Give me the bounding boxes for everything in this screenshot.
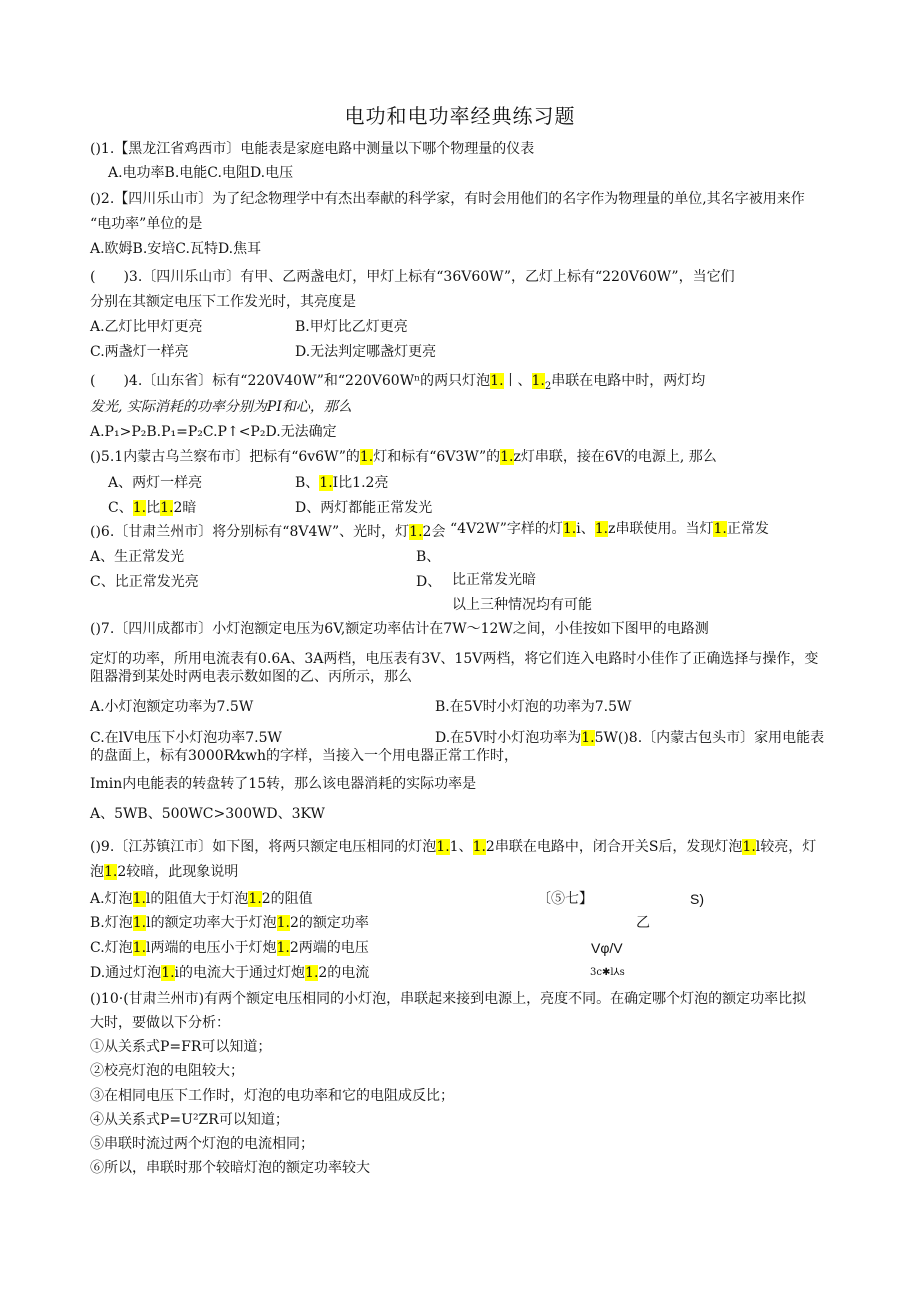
q2-stem-2: “电功率”单位的是 [90, 216, 203, 232]
q1-options: A.电功率B.电能C.电阻D.电压 [108, 165, 294, 181]
q8-options: A、5WB、500WC>300WD、3KW [90, 806, 325, 822]
q9-option-d: D.通过灯泡1.i的电流大于通过灯炮1.2的电流 [90, 965, 370, 981]
highlight: 1. [132, 891, 146, 907]
highlight: 1. [248, 891, 262, 907]
highlight: 1. [500, 449, 514, 465]
q9-figure-label-4: Vφ/V [591, 940, 623, 956]
q7-option-c: C.在lV电压下小灯泡功率7.5W [90, 730, 282, 746]
q6-stem-right: “4V2W”字样的灯1.i、1.z串联使用。当灯1.正常发 [450, 521, 769, 537]
q9-figure-label-2: S) [690, 891, 704, 907]
q5-option-a: A、两灯一样亮 [108, 475, 203, 491]
highlight: 1. [490, 373, 504, 389]
q10-step-2: ②校亮灯泡的电阻较大； [90, 1063, 244, 1079]
highlight: 1. [742, 839, 756, 855]
q8-stem-1: 的盘面上，标有3000R⁄kwh的字样，当接入一个用电器正常工作时， [90, 748, 518, 764]
q1-stem: ()1.【黑龙江省鸡西市〕电能表是家庭电路中测量以下哪个物理量的仪表 [90, 141, 535, 157]
highlight: 1. [132, 500, 147, 516]
highlight: 1. [160, 500, 174, 516]
q10-step-4: ④从关系式P=U²ZR可以知道； [90, 1112, 289, 1128]
highlight: 1. [132, 940, 147, 956]
highlight: 1. [409, 524, 423, 540]
q10-step-6: ⑥所以，串联时那个较暗灯泡的额定功率较大 [90, 1160, 370, 1176]
q2-options: A.欧姆B.安培C.瓦特D.焦耳 [90, 241, 262, 257]
q3-option-b: B.甲灯比乙灯更亮 [295, 319, 408, 335]
q9-stem-1: ()9.〔江苏镇江市〕如下图，将两只额定电压相同的灯泡1.1、1.2串联在电路中，闭合开关S后，发现灯泡1.l较亮，灯 [90, 839, 817, 855]
q9-option-c: C.灯泡1.l两端的电压小于灯炮1.2两端的电压 [90, 940, 369, 956]
highlight: 1. [132, 915, 147, 931]
q8-stem-2: Imin内电能表的转盘转了15转，那么该电器消耗的实际功率是 [90, 776, 477, 792]
q4-stem-1: ( )4.〔山东省〕标有“220V40W”和“220V60Wⁿ的两只灯泡1.丨、$1._2$串联在电路中时，两灯均 [90, 373, 706, 392]
q4-options: A.P₁>P₂B.P₁=P₂C.P↑<P₂D.无法确定 [90, 424, 337, 440]
q10-step-5: ⑤串联时流过两个灯泡的电流相同； [90, 1136, 314, 1152]
q7-option-a: A.小灯泡额定功率为7.5W [90, 699, 254, 715]
q7-option-d: D.在5V时小灯泡功率为1.5W()8.〔内蒙古包头市〕家用电能表 [435, 730, 825, 746]
q5-option-c: C、1.比1.2暗 [108, 500, 197, 516]
highlight: 1. [713, 521, 727, 537]
highlight: 1. [436, 839, 450, 855]
q6-extra: 以上三种情况均有可能 [452, 597, 592, 613]
highlight: 1. [319, 475, 333, 491]
highlight: 1. [276, 915, 290, 931]
highlight: 1. [472, 839, 486, 855]
q9-option-b: B.灯泡1.l的额定功率大于灯泡1.2的额定功率 [90, 915, 369, 931]
q3-option-a: A.乙灯比甲灯更亮 [90, 319, 203, 335]
highlight: 1. [531, 373, 545, 389]
q9-figure-label-5: 3c✱l⅄s [590, 967, 625, 978]
q5-option-d: D、两灯都能正常发光 [295, 500, 433, 516]
q7-stem-2: 定灯的功率，所用电流表有0.6A、3A两档，电压表有3V、15V两档，将它们连入电路时小佳作了正确选择与操作，变 [90, 651, 819, 667]
q3-option-c: C.两盏灯一样亮 [90, 344, 189, 360]
q3-stem-2: 分别在其额定电压下工作发光时，其亮度是 [90, 294, 356, 310]
q9-stem-2: 泡1.2较暗，此现象说明 [90, 864, 239, 880]
highlight: 1. [305, 965, 319, 981]
q10-step-3: ③在相同电压下工作时，灯泡的电功率和它的电阻成反比； [90, 1088, 454, 1104]
q7-stem-1: ()7.〔四川成都市〕小灯泡额定电压为6V,额定功率估计在7W～12W之间，小佳按如下图甲的电路测 [90, 621, 709, 637]
q9-figure-label-3: 乙 [636, 915, 650, 931]
q6-option-c: C、比正常发光亮 [90, 574, 199, 590]
q6-option-a: A、生正常发光 [90, 549, 185, 565]
highlight: 1. [562, 521, 577, 537]
highlight: 1. [581, 730, 595, 746]
q9-option-a: A.灯泡1.l的阻值大于灯泡1.2的阻值 [90, 891, 313, 907]
highlight: 1. [104, 864, 118, 880]
q7-option-b: B.在5V时小灯泡的功率为7.5W [435, 699, 632, 715]
highlight: 1. [276, 940, 290, 956]
q4-stem-2: 发光, 实际消耗的功率分别为PI和心，那么 [90, 399, 352, 415]
q9-figure-label-1: 〔⑤七】 [537, 891, 593, 907]
q10-step-1: ①从关系式P=FR可以知道； [90, 1039, 272, 1055]
q2-stem-1: ()2.【四川乐山市〕为了纪念物理学中有杰出奉献的科学家，有时会用他们的名字作为物理量的单位,其名字被用来作 [90, 191, 805, 207]
q10-stem-1: ()10·(甘肃兰州市)有两个额定电压相同的小灯泡，串联起来接到电源上，亮度不同。在确定哪个灯泡的额定功率比拟 [90, 991, 807, 1007]
highlight: 1. [161, 965, 175, 981]
highlight: 1. [359, 449, 374, 465]
q5-stem: ()5.1内蒙古乌兰察布市〕把标有“6v6W”的1.灯和标有“6V3W”的1.z灯串联，接在6V的电源上, 那么 [90, 449, 717, 465]
q6-option-b: B、 [416, 549, 441, 565]
q6-option-d: D、 [416, 574, 442, 590]
q6-option-d-text: 比正常发光暗 [452, 572, 536, 588]
q3-stem-1: ( )3.〔四川乐山市〕有甲、乙两盏电灯，甲灯上标有“36V60W”，乙灯上标有“220V60W”，当它们 [90, 269, 735, 285]
q6-stem-left: ()6.〔甘肃兰州市〕将分别标有“8V4W”、光时，灯1.2会 [90, 524, 446, 540]
highlight: 1. [594, 521, 609, 537]
q5-option-b: B、1.I比1.2亮 [295, 475, 389, 491]
q3-option-d: D.无法判定哪盏灯更亮 [295, 344, 437, 360]
q7-stem-3: 阻器滑到某处时两电表示数如图的乙、丙所示，那么 [90, 669, 412, 685]
page-title: 电功和电功率经典练习题 [344, 104, 576, 128]
q10-stem-2: 大时，要做以下分析： [90, 1015, 230, 1031]
